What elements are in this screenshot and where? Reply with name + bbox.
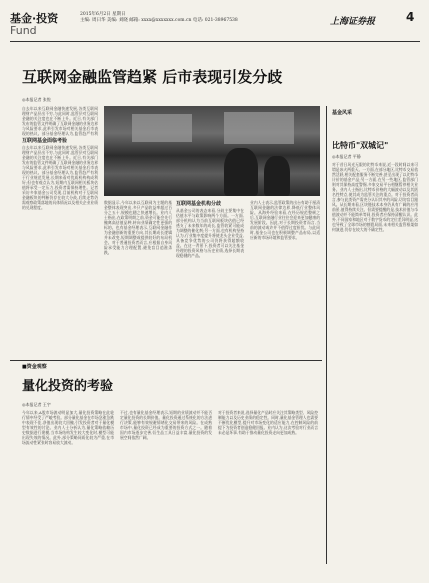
- article1-col3-body: 从基金公司的表态来看,分歧主要集中在估值水平与政策影响两个方面。一方面,部分机构认为当前互联网板块估值已经透支了未来数年的成长,监管收紧可能成为调整的催化剂;另一方面,也有机构坚持认为,行业集中度提升将使龙头企业受益,具备竞争优势的公司仍将获得超额收益。在这一背景下,投资者可以关注基金经理的投资风格与历史业绩,选择长期表现稳健的产品。: [176, 208, 244, 258]
- article1-subhead-1: 互联网基金面临考验: [22, 138, 68, 144]
- photo-screen: [132, 114, 192, 142]
- newspaper-name: 上海证券报: [330, 17, 376, 27]
- editor-contacts: 主编: 周曰华 美编: 刘晓 邮箱: xxxx@xxxxxxx.com.cn 电话: 021-38967538: [80, 18, 238, 23]
- article2-byline: ◎本报记者 王宇: [22, 402, 51, 407]
- article2-col3: 对于投资者来说,选择量化产品时应关注其策略类型、风险控制能力以及历史业绩的稳定性。同时,量化基金管理人也需要不断优化模型,提升对市场变化的适应能力,在控制风险的前提下为投资者创造稳健回报。业内认为,这次考验对行业而言未必是坏事,有助于推动量化投资走向更加成熟。: [218, 410, 318, 435]
- section-title: 基金·投资: [10, 12, 59, 25]
- sidebar-label: 基金风采: [332, 110, 353, 116]
- article1-col2-body: 数据显示,今年以来以互联网为主题的基金整体表现突出,多只产品收益率超过百分之五十,规模也随之快速增长。业内人士指出,在政策明朗之前,资金可能会先行撤离高估值品种,转向业绩确定性更强的标的。也有基金经理表示,互联网金融作为金融创新的重要方向,其长期成长逻辑并未改变,短期调整或提供较好的布局机会。对于普通投资者而言,应根据自身风险承受能力合理配置,避免盲目追涨杀跌。: [104, 200, 172, 255]
- issue-info: [80, 12, 340, 24]
- sidebar-body: 对于昔日风光无限的比特币来说,近一段时间以来可谓是冰火两重天。一方面,在部分地区,比特币交易依然活跃,相关配套服务不断完善,甚至出现了以比特币计价的基金产品;另一方面,在另一些地区,监管部门则对其保持高度警惕,多家交易平台相继暂停相关业务。业内人士指出,比特币价格的大幅波动以及其匿名性特点,使其成为监管关注的重点。对于投资者而言,参与此类资产需充分认识其中的风险,切勿盲目跟风。从长期来看,区块链技术本身仍具有广阔的应用前景,值得持续关注。但需要提醒的是,技术价值与币值波动并不能简单等同,投资者应保持清醒认识。此外,不同国家和地区对于数字货币的定位差异明显,这也导致了全球市场的割裂局面,未来相关监管框架如何演进,仍存在较大的不确定性。: [332, 162, 418, 232]
- article1-col4-body: 业内人士表示,监管政策的出台有助于厘清互联网金融的法律边界,降低行业整体风险。从海外经验来看,在经历规范整顿之后,互联网金融行业往往会迎来更加健康的发展阶段。因此,对于长期投资者而言,当前的波动或许并不值得过度担忧。与此同时,基金公司也在积极调整产品布局,以适应新的市场环境和监管要求。: [250, 200, 320, 240]
- article1-col1-body: 自去年以来互联网金融快速发展,各类互联网理财产品层出不穷,与此同时,监管层对互联网金融的关注度也在不断上升。近日,有关部门发布的监管文件明确了互联网金融的业务边界与风险要求,此举引发市场对相关基金后市表现的热议。部分基金经理认为,监管趋严有利于行业规范发展,长期来看对优质机构构成利好;但也有观点认为,短期内互联网相关板块估值将承受一定压力,投资者需保持理性。记者采访多家基金公司发现,目前机构对于互联网金融板块的判断仍存在较大分歧,后续走势仍需观察政策落地的具体情况以及相关企业业绩的兑现程度。: [22, 145, 98, 210]
- sidebar-byline: ◎本报记者 平静: [332, 154, 361, 159]
- section-subtitle: Fund: [10, 24, 37, 37]
- article2-headline: 量化投资的考验: [22, 379, 114, 394]
- page-header: [10, 6, 420, 40]
- header-rule: [10, 41, 420, 42]
- article1-headline: 互联网金融监管趋紧 后市表现引发分歧: [22, 68, 283, 86]
- article2-col2: 不过,也有量化基金经理表示,短期的业绩波动并不能否定量化投资的长期价值。量化投资通过系统化的方法进行决策,能够有效规避情绪化交易带来的风险。在成熟市场中,量化投资已经成为重要的投资方式之一。随着国内市场逐步完善,衍生品工具日益丰富,量化投资的发展空间依然广阔。: [120, 410, 212, 440]
- photo-person: [264, 156, 290, 196]
- sidebar-divider: [326, 106, 327, 564]
- article2-col1: 今年以来,A股市场波动明显加大,量化投资策略在此轮行情中经受了严峻考验。部分量化基金在市场急涨急跌中表现不佳,净值出现较大回撤,引发投资者对于量化模型有效性的讨论。业内人士分析认为,量化策略依赖历史数据进行建模,当市场结构发生较大变化时,模型可能出现失效的情况。此外,部分策略同质化较为严重,在市场流动性紧张时容易放大波动。: [22, 410, 114, 445]
- photo-person: [224, 148, 258, 196]
- page-number: 4: [406, 10, 415, 24]
- article2-rule: [10, 360, 322, 361]
- article1-photo: [104, 106, 320, 196]
- article1-col1-intro: 自去年以来互联网金融快速发展,各类互联网理财产品层出不穷,与此同时,监管层对互联网金融的关注度也在不断上升。近日,有关部门发布的监管文件明确了互联网金融的业务边界与风险要求,此举引发市场对相关基金后市表现的热议。部分基金经理认为,监管趋严有利: [22, 106, 98, 136]
- article1-byline: ◎本报记者 张悦: [22, 97, 51, 102]
- article1-subhead-2: 互联网基金机构分歧: [176, 201, 222, 207]
- issue-date: 2015年6月2日 星期日: [80, 12, 126, 17]
- sidebar-headline: 比特币"双城记": [332, 141, 389, 150]
- article2-tag: ■资金观察: [22, 364, 47, 370]
- photo-screen: [224, 112, 294, 144]
